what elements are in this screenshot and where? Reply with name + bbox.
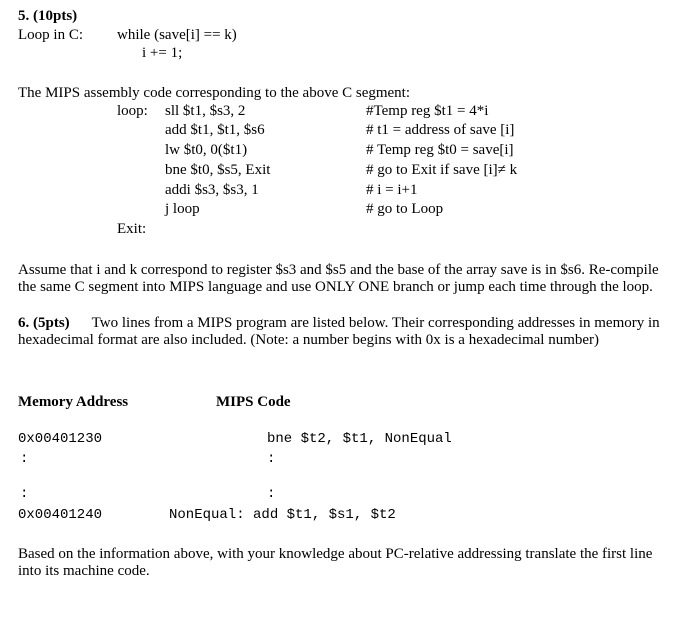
ellipsis-dot: : — [267, 451, 276, 467]
q5-heading: 5. (10pts) — [18, 8, 78, 24]
memory-address-header: Memory Address — [18, 394, 129, 410]
q6-heading: 6. (5pts) — [18, 315, 70, 331]
instruction-line: addi $s3, $s3, 1 — [165, 182, 259, 198]
instruction-line: add $t1, $t1, $s6 — [165, 122, 265, 138]
loop-label: loop: — [117, 103, 148, 119]
assume-paragraph: Assume that i and k correspond to register $s3 and $s5 and the base of the array save is in $s6. Re-compile the same C segment into MIPS language and use ONLY ONE branch or jump each time through the loop. — [18, 262, 659, 295]
comment-line: # t1 = address of save [i] — [366, 122, 515, 138]
ellipsis-dot: : — [20, 486, 29, 502]
c-code-line-1: while (save[i] == k) — [117, 27, 237, 43]
q6-paragraph — [18, 315, 668, 349]
instruction-line: j loop — [165, 201, 200, 217]
exit-label: Exit: — [117, 221, 147, 237]
code-line-2: NonEqual: add $t1, $s1, $t2 — [169, 507, 396, 523]
comment-line: # go to Loop — [366, 201, 444, 217]
comment-line: # i = i+1 — [366, 182, 418, 198]
instruction-line: sll $t1, $s3, 2 — [165, 103, 246, 119]
mips-intro: The MIPS assembly code corresponding to the above C segment: — [18, 85, 411, 101]
comment-line: # Temp reg $t0 = save[i] — [366, 142, 514, 158]
address-1: 0x00401230 — [18, 431, 103, 447]
q5-loop-label: Loop in C: — [18, 27, 84, 43]
c-code-line-2: i += 1; — [142, 45, 183, 61]
instruction-line: lw $t0, 0($t1) — [165, 142, 248, 158]
address-2: 0x00401240 — [18, 507, 103, 523]
code-line-1: bne $t2, $t1, NonEqual — [267, 431, 452, 447]
instruction-line: bne $t0, $s5, Exit — [165, 162, 271, 178]
final-paragraph: Based on the information above, with your knowledge about PC-relative addressing translate the first line into its machine code. — [18, 546, 653, 579]
q6-text: Two lines from a MIPS program are listed below. Their corresponding addresses in memory in hexadecimal format are also included. (Note: a number begins with 0x is a hexadecimal number) — [18, 315, 660, 348]
ellipsis-dot: : — [20, 451, 29, 467]
ellipsis-dot: : — [267, 486, 276, 502]
mips-code-header: MIPS Code — [216, 394, 291, 410]
comment-line: #Temp reg $t1 = 4*i — [366, 103, 489, 119]
comment-line: # go to Exit if save [i]≠ k — [366, 162, 518, 178]
